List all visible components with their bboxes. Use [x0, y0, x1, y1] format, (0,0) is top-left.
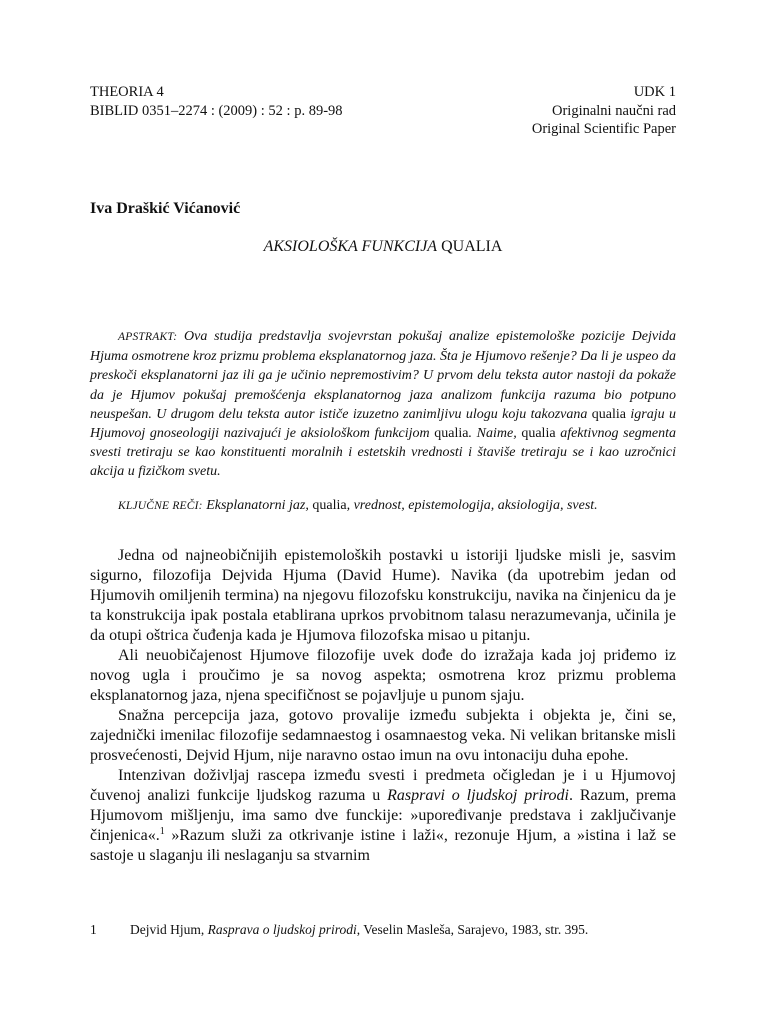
body-p4-book-title: Raspravi o ljudskoj prirodi	[387, 787, 569, 804]
abstract-text-1: Ova studija predstavlja svojevrstan pokušaj analize epistemološke pozicije Dejvida Hjuma osmotrene kroz prizmu problema eksplanatornog jaza. Šta je Hjumovo rešenje? Da li je uspeo da preskoči eksplanatorni jaz ili ga je učinio nepremostivim? U prvom delu teksta autor nastoji da pokaže da je Hjumov pokušaj premošćenja eksplanatornog jaza analizom funkcija razuma bio potpuno neuspešan. U drugom delu teksta autor ističe izuzetno zanimljivu ulogu koju takozvana	[90, 329, 676, 422]
biblid: BIBLID 0351–2274 : (2009) : 52 : p. 89-98	[90, 102, 343, 119]
header-left	[90, 83, 343, 120]
abstract-text-2: igraju u Hjumovoj gnoseologiji nazivajući je aksiološkom funkcijom	[90, 406, 676, 442]
paper-type-sr: Originalni naučni rad	[551, 102, 676, 119]
footnote-text-a: Dejvid Hjum,	[130, 922, 205, 937]
footnote-1	[90, 921, 676, 938]
title-roman: QUALIA	[441, 238, 503, 255]
paper-type-en: Original Scientific Paper	[531, 121, 676, 137]
keywords-text-1: Eksplanatorni jaz,	[206, 498, 309, 513]
keywords-qualia: qualia	[312, 498, 347, 513]
keywords-label: KLJUČNE REČI:	[118, 500, 203, 512]
footnote-number: 1	[90, 922, 97, 937]
body-p4-text-c: »Razum služi za otkrivanje istine i laži«, rezonuje Hjum, a »istina i laž se sastoje u slaganju ili neslaganju sa stvarnim	[90, 827, 676, 864]
abstract	[90, 327, 676, 482]
abstract-qualia-2: qualia	[434, 426, 469, 442]
body-p4-text-a: Intenzivan doživljaj rascepa između svesti i predmeta očigledan je i u Hjumovoj čuvenoj analizi funkcije ljudskog razuma u	[90, 767, 676, 804]
header-right	[532, 83, 676, 139]
abstract-label: APSTRAKT:	[118, 331, 178, 343]
title-italic: AKSIOLOŠKA FUNKCIJA	[263, 238, 438, 255]
keywords-text-2: , vrednost, epistemologija, aksiologija, svest.	[346, 498, 598, 513]
abstract-qualia-3: qualia	[521, 426, 556, 442]
abstract-text-4: afektivnog segmenta svesti tretiraju se kao konstituenti moralnih i estetskih vrednosti i štaviše tretiraju se i kao uzročnici akcija u fizičkom svetu.	[90, 426, 677, 480]
udk: UDK 1	[633, 84, 676, 100]
journal-name: THEORIA 4	[90, 84, 164, 100]
body-paragraph-1: Jedna od najneobičnijih epistemoloških postavki u istoriji ljudske misli je, sasvim sigurno, filozofija Dejvida Hjuma (David Hume). Navika (da upotrebim jedan od Hjumovih omiljenih termina) na njegovu filozofsku konstrukciju, navika na činjenicu da je ta konstrukcija ipak postala etablirana uprkos prvobitnom talasu nerazumevanja, učinila je da otupi oštrica čuđenja kada je Hjumova filozofska misao u pitanju.	[90, 547, 676, 644]
body-p4-text-b: . Razum, prema Hjumovom mišljenju, ima samo dve funckije: »upoređivanje predstava i zaključivanje činjenica«.	[90, 787, 677, 844]
body-text	[90, 546, 676, 866]
abstract-qualia-1: qualia	[591, 406, 626, 422]
keywords	[90, 496, 676, 516]
footnote-ref-1[interactable]: 1	[159, 826, 165, 837]
footnote-text-b: , Veselin Masleša, Sarajevo, 1983, str. 395.	[356, 922, 589, 937]
footnote-book-title: Rasprava o ljudskoj prirodi	[207, 922, 357, 937]
body-paragraph-3: Snažna percepcija jaza, gotovo provalije između subjekta i objekta je, čini se, zajednički imenilac filozofije sedamnaestog i osamnaestog veka. Ni velikan britanske misli prosvećenosti, Dejvid Hjum, nije naravno ostao imun na ovu intonaciju duha epohe.	[90, 707, 676, 764]
abstract-text-3: . Naime,	[468, 426, 517, 442]
author-name: Iva Draškić Vićanović	[90, 200, 241, 217]
body-paragraph-2: Ali neuobičajenost Hjumove filozofije uvek dođe do izražaja kada joj priđemo iz novog ugla i proučimo je sa novog aspekta; osmotrena kroz prizmu problema eksplanatornog jaza, njena specifičnost se pojavljuje u punom sjaju.	[90, 647, 676, 704]
paper-title	[90, 238, 676, 256]
body-paragraph-4	[90, 766, 676, 866]
